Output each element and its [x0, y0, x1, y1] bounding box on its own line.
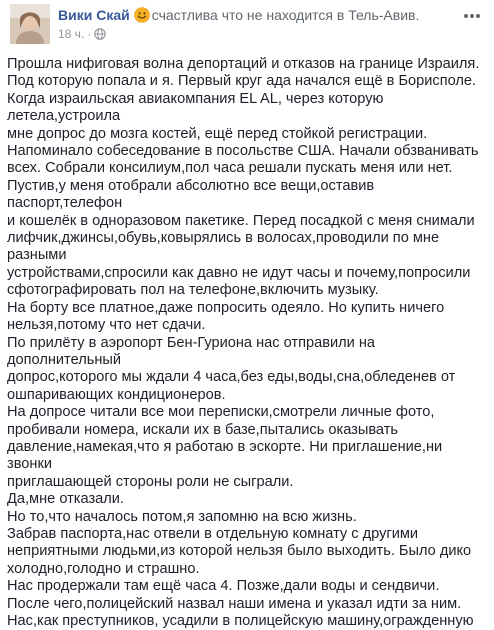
post-paragraph: Но то,что началось потом,я запомню на всю жизнь.	[7, 508, 357, 525]
post-paragraph: Да,мне отказали.	[7, 491, 124, 508]
post-paragraph: Забрав паспорта,нас отвели в отдельную комнату с другими неприятными людьми,из которой нельзя было выходить. Было дико холодно,голодно и страшно.	[7, 525, 472, 577]
post-paragraph: Нас продержали там ещё часа 4. Позже,дали воды и сендвичи.	[7, 578, 440, 595]
post-body	[7, 56, 491, 630]
post-paragraph: На борту все платное,даже попросить одеяло. Но купить ничего нельзя,потому что нет сдачи.	[7, 299, 445, 334]
more-options-button[interactable]	[460, 8, 484, 24]
post-header	[0, 0, 494, 48]
post-meta	[58, 26, 106, 44]
post-paragraph: Пустив,у меня отобрали абсолютно все вещи,оставив паспорт,телефон и кошелёк в одноразовом пакетике. Перед посадкой с меня снимали лифчик,джинсы,обувь,ковырялись в волосах,проводили по мне разными устройствами,спросили как давно не идут часы и почему,попросили сфотографировать пол на телефоне,включить музыку.	[7, 177, 475, 299]
smiling-face-icon	[134, 7, 150, 27]
post-paragraph: По прилёту в аэропорт Бен-Гуриона нас отправили на дополнительный допрос,которого мы ждали 4 часа,без еды,воды,сна,обледенев от ошпаривающих кондиционеров.	[7, 334, 456, 403]
post-paragraph: После чего,полицейский назвал наши имена и указал идти за ним.	[7, 595, 462, 612]
post-paragraph: На допросе читали все мои переписки,смотрели личные фото, пробивали номера, искали их в базе,пытались оказывать давление,намекая,что я работаю в эскорте. Ни приглашение,ни звонки приглашающей стороны роли не сыграли.	[7, 404, 443, 490]
post-paragraph: Нас,как преступников, усадили в полицейскую машину,огражденную	[7, 613, 474, 629]
avatar-photo	[10, 4, 50, 44]
author-avatar[interactable]	[10, 4, 50, 44]
author-name-link[interactable]: Вики Скай	[58, 7, 130, 23]
post-timestamp[interactable]: 18 ч.	[58, 27, 85, 41]
author-line	[58, 6, 419, 27]
post-paragraph: Прошла нифиговая волна депортаций и отказов на границе Израиля. Под которую попала и я. Первый круг ада начался ещё в Борисполе. Когда израильская авиакомпания EL AL, через которую летела,устроила мне допрос до мозга костей, ещё перед стойкой регистрации. Напоминало собеседование в посольстве США. Начали обзванивать всех. Собрали консилиум,пол часа решали пускать меня или нет.	[7, 56, 480, 177]
more-options-icon	[460, 8, 484, 24]
meta-separator: ·	[87, 27, 92, 41]
feeling-status: счастлива что не находится в Тель-Авив.	[151, 7, 420, 23]
globe-icon[interactable]	[94, 28, 106, 44]
